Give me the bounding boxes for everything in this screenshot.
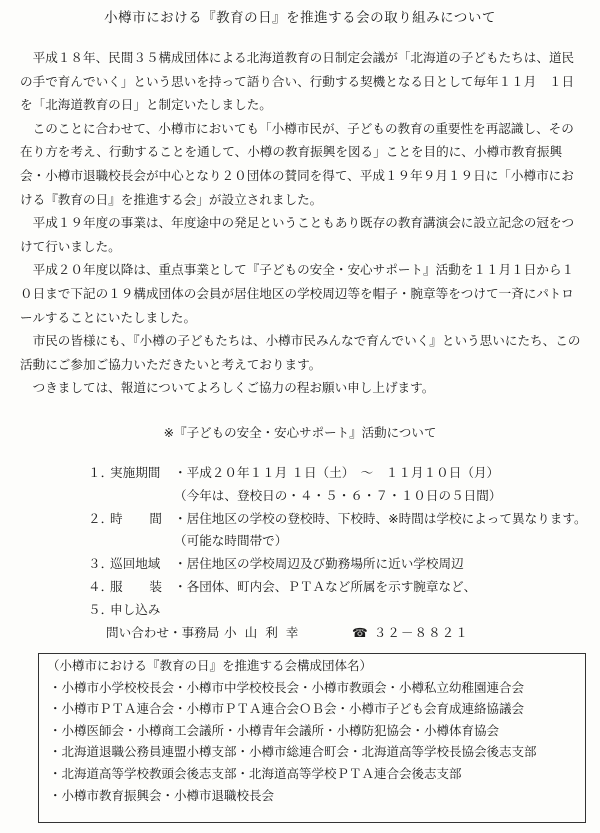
detail-application [88, 599, 593, 622]
paragraph-4: 平成２０年度以降は、重点事業として『子どもの安全・安心サポート』活動を１１月１日から１０日まで下記の１９構成団体の会員が居住地区の学校周辺等を帽子・腕章等をつけて一斉にパトロールすることにいたしました。 [20, 262, 575, 325]
contact-label: 問い合わせ・事務局 [106, 624, 220, 640]
detail-label-part: 服 [110, 578, 123, 594]
detail-number: ２． [88, 510, 114, 526]
detail-value: ・居住地区の学校の登校時、下校時、※時間は学校によって異なります。 [174, 510, 587, 526]
detail-value: ・平成２０年１１月 １日（土） ～ １１月１０日（月） [174, 465, 500, 480]
contact-phone: ☎ ３２－８８２１ [352, 624, 469, 640]
detail-label [110, 508, 162, 531]
detail-label: 実施期間 [110, 465, 161, 480]
detail-period [88, 462, 593, 485]
members-line: ・北海道退職公務員連盟小樽支部・小樽市総連合町会・北海道高等学校長協会後志支部 [49, 744, 537, 760]
detail-label [110, 576, 162, 599]
detail-number: ３． [88, 556, 114, 572]
detail-number: ４． [88, 578, 114, 594]
activity-details [88, 462, 593, 644]
members-line: ・小樽市小学校校長会・小樽市中学校校長会・小樽市教頭会・小樽私立幼稚園連合会 [49, 679, 525, 695]
activity-subtitle: ※『子どもの安全・安心サポート』活動について [163, 425, 437, 440]
paragraph-5: 市民の皆様にも、『小樽の子どもたちは、小樽市民みんなで育んでいく』という思いにたち、この活動にご参加ご協力いただきたいと考えております。 [20, 333, 581, 372]
detail-number: １． [88, 465, 114, 480]
paragraph-6: つきましては、報道についてよろしくご協力の程お願い申し上げます。 [32, 380, 435, 396]
paragraph-3: 平成１９年度の事業は、年度途中の発足ということもあり既存の教育講演会に設立記念の冠をつけて行いました。 [20, 215, 575, 254]
document-body [20, 46, 585, 400]
detail-time [88, 508, 593, 531]
paragraph-1: 平成１８年、民間３５構成団体による北海道教育の日制定会議が「北海道の子どもたちは、道民の手で育んでいく」という思いを持って語り合い、行動する契機となる日として毎年１１月 １日を「北海道教育の日」と制定いたしました。 [20, 50, 575, 113]
detail-label-part: 時 [110, 510, 123, 526]
paragraph-2: このことに合わせて、小樽市においても「小樽市民が、子どもの教育の重要性を再認識し、その在り方を考え、行動することを通して、小樽の教育振興を図る」ことを目的に、小樽市教育振興会・小樽市退職校長会が中心となり２０団体の賛同を得て、平成１９年９月１９日に「小樽市における『教育の日』を推進する会」が設立されました。 [20, 120, 574, 207]
member-organizations-box [38, 653, 586, 823]
detail-label-part: 間 [149, 510, 162, 526]
detail-attire [88, 576, 593, 599]
contact-line [88, 622, 593, 645]
detail-period-note: （今年は、登校日の・４・５・６・７・１０日の５日間） [174, 487, 502, 503]
detail-area [88, 553, 593, 576]
contact-name: 小 山 利 幸 [224, 624, 301, 640]
members-line: ・小樽市ＰＴＡ連合会・小樽市ＰＴＡ連合会ＯＢ会・小樽市子ども会育成連絡協議会 [49, 701, 525, 717]
members-line: ・北海道高等学校教頭会後志支部・北海道高等学校ＰＴＡ連合会後志支部 [49, 765, 462, 781]
detail-value: ・居住地区の学校周辺及び勤務場所に近い学校周辺 [174, 556, 464, 572]
detail-label: 申し込み [110, 601, 161, 617]
detail-number: ５． [88, 601, 114, 617]
detail-label-part: 装 [149, 578, 162, 594]
document-title: 小樽市における『教育の日』を推進する会の取り組みについて [104, 10, 496, 26]
detail-label: 巡回地域 [110, 556, 161, 572]
members-line: ・小樽市教育振興会・小樽市退職校長会 [49, 787, 275, 803]
detail-time-note: （可能な時間帯で） [174, 533, 288, 549]
detail-value: ・各団体、町内会、ＰＴＡなど所属を示す腕章など、 [174, 578, 477, 594]
members-header: （小樽市における『教育の日』を推進する会構成団体名） [47, 658, 373, 673]
members-line: ・小樽医師会・小樽商工会議所・小樽青年会議所・小樽防犯協会・小樽体育協会 [49, 722, 500, 738]
